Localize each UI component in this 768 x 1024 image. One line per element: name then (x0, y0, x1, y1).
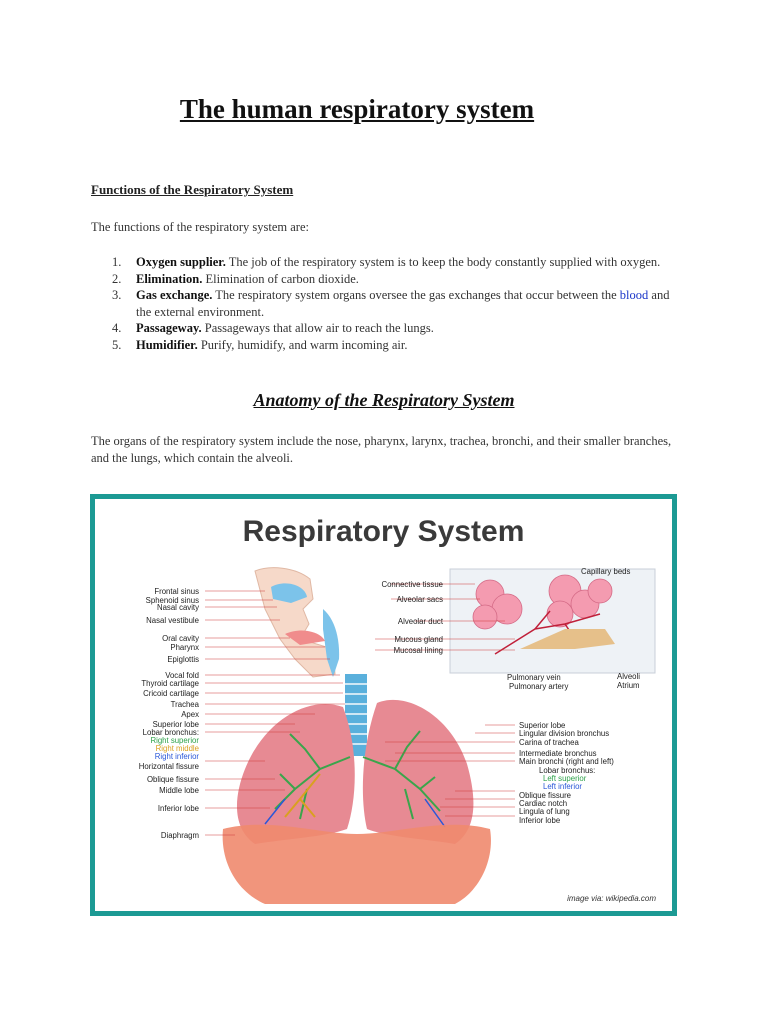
image-credit: image via: wikipedia.com (567, 894, 656, 903)
label-thyroid-cartilage: Thyroid cartilage (141, 679, 199, 688)
list-item: 4. Passageway. Passageways that allow air to reach the lungs. (112, 321, 434, 335)
label-inferior-lobe: Inferior lobe (157, 804, 199, 813)
label-alveolar-duct: Alveolar duct (397, 617, 443, 626)
label-pulmonary-vein: Pulmonary vein (507, 673, 561, 682)
list-item: 2. Elimination. Elimination of carbon dioxide. (112, 271, 359, 286)
label-pharynx: Pharynx (170, 643, 199, 652)
label-lobar-bronchus-left: Lobar bronchus: (539, 766, 596, 775)
respiratory-diagram (90, 494, 677, 916)
label-nasal-cavity: Nasal cavity (156, 603, 199, 612)
label-lingula-of-lung: Lingula of lung (519, 807, 570, 816)
list-item: 3. Gas exchange. The respiratory system organs oversee the gas exchanges that occur between the blood and the external environment. (112, 288, 670, 319)
label-right-inferior: Right inferior (154, 752, 199, 761)
label-main-bronchi: Main bronchi (right and left) (519, 757, 614, 766)
label-left-superior: Left superior (543, 774, 587, 783)
list-item: 1. Oxygen supplier. The job of the respiratory system is to keep the body constantly supplied with oxygen. (112, 255, 661, 269)
label-oblique-fissure: Oblique fissure (146, 775, 199, 784)
label-capillary-beds: Capillary beds (581, 567, 631, 576)
label-horizontal-fissure: Horizontal fissure (138, 762, 199, 771)
label-sphenoid-sinus: Sphenoid sinus (145, 596, 199, 605)
label-diaphragm: Diaphragm (160, 831, 199, 840)
right-lung (237, 704, 355, 844)
left-lung (363, 700, 474, 844)
label-mucosal-lining: Mucosal lining (393, 646, 443, 655)
label-intermediate-bronchus: Intermediate bronchus (519, 749, 597, 758)
anatomy-heading: Anatomy of the Respiratory System (253, 390, 515, 410)
label-superior-lobe-left: Superior lobe (519, 721, 566, 730)
page-title: The human respiratory system (179, 94, 535, 124)
label-vocal-fold: Vocal fold (165, 671, 199, 680)
label-left-inferior: Left inferior (543, 782, 583, 791)
label-right-superior: Right superior (150, 736, 199, 745)
label-apex: Apex (181, 710, 199, 719)
diaphragm-shape (223, 825, 491, 904)
label-alveoli: Alveoli (617, 672, 640, 681)
figure-title: Respiratory System (242, 515, 525, 548)
label-atrium: Atrium (617, 681, 640, 690)
label-oral-cavity: Oral cavity (162, 634, 199, 643)
label-frontal-sinus: Frontal sinus (154, 587, 199, 596)
label-alveolar-sacs: Alveolar sacs (396, 595, 443, 604)
label-inferior-lobe-left: Inferior lobe (519, 816, 561, 825)
functions-heading: Functions of the Respiratory System (91, 182, 294, 197)
label-cricoid-cartilage: Cricoid cartilage (143, 689, 199, 698)
anatomy-text: The organs of the respiratory system include the nose, pharynx, larynx, trachea, bronchi, and their smaller branches, and the lungs, which contain the alveoli. (91, 434, 672, 465)
label-nasal-vestibule: Nasal vestibule (146, 616, 199, 625)
label-middle-lobe: Middle lobe (159, 786, 199, 795)
blood-link[interactable]: blood (619, 288, 649, 302)
label-pulmonary-artery: Pulmonary artery (509, 682, 569, 691)
label-right-middle: Right middle (155, 744, 199, 753)
label-carina-of-trachea: Carina of trachea (519, 738, 579, 747)
label-lingular-division-bronchus: Lingular division bronchus (519, 729, 610, 738)
label-trachea: Trachea (170, 700, 199, 709)
label-lobar-bronchus: Lobar bronchus: (142, 728, 199, 737)
label-mucous-gland: Mucous gland (394, 635, 443, 644)
label-epiglottis: Epiglottis (167, 655, 199, 664)
functions-intro: The functions of the respiratory system are: (91, 220, 309, 234)
list-item: 5. Humidifier. Purify, humidify, and warm incoming air. (112, 337, 408, 352)
label-connective-tissue: Connective tissue (381, 580, 443, 589)
functions-list (112, 254, 682, 353)
label-oblique-fissure-left: Oblique fissure (519, 791, 572, 800)
label-superior-lobe: Superior lobe (152, 720, 199, 729)
label-cardiac-notch: Cardiac notch (519, 799, 568, 808)
